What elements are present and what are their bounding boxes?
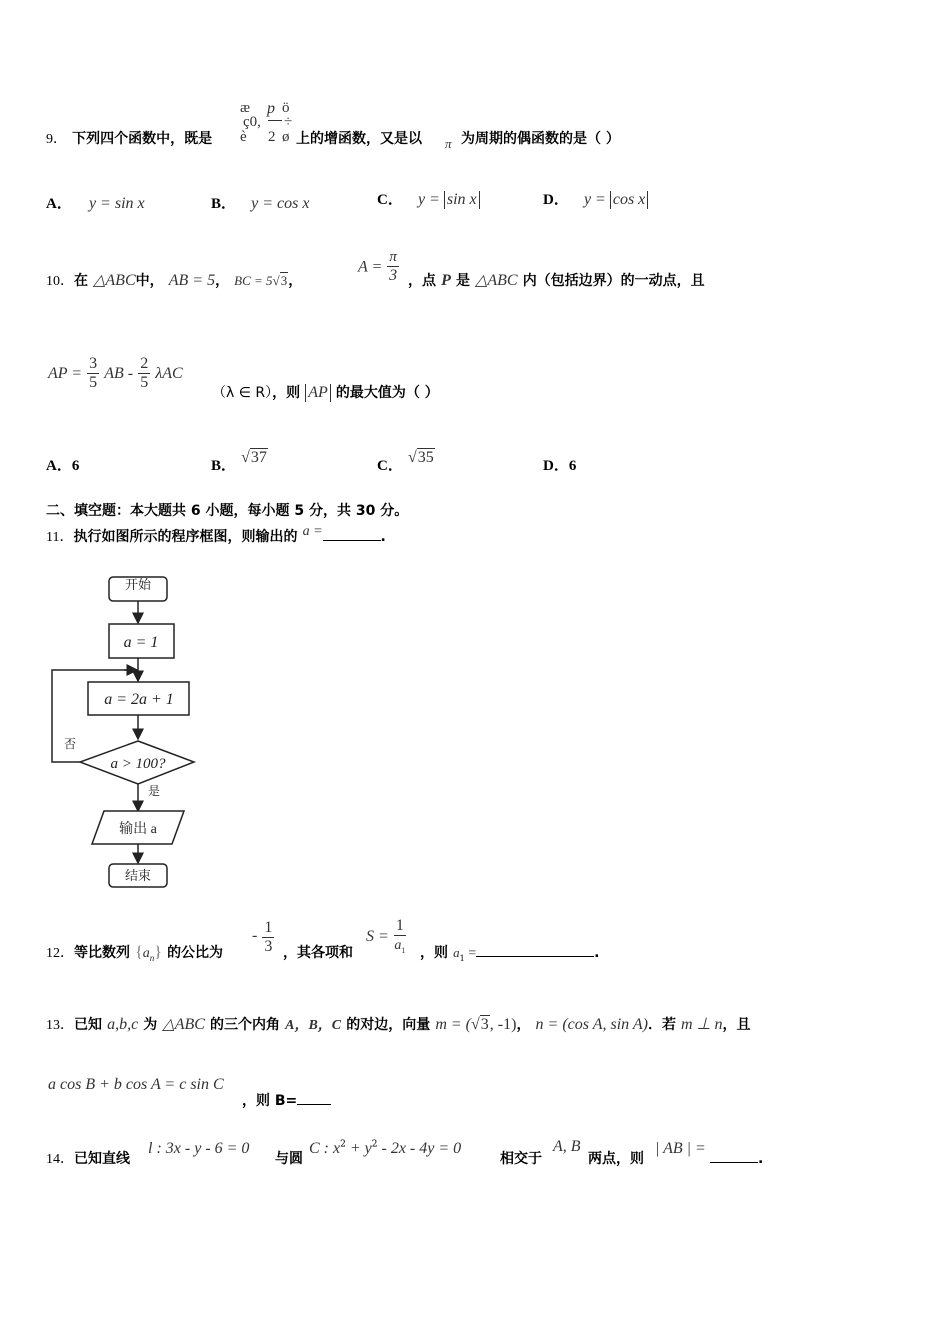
q9-int-mid: ç0,	[243, 114, 261, 130]
q10-angle	[358, 250, 399, 284]
q13-text: ，则 B=	[242, 1093, 298, 1109]
q13-angles: A，B，C	[285, 1018, 342, 1033]
q9-int-o2: ø	[282, 129, 290, 145]
q13-equation: a cos B + b cos A = c sin C	[48, 1076, 224, 1093]
frac-den: 3	[264, 938, 273, 955]
flow-start: 开始	[124, 577, 152, 592]
q13-text: ，且	[722, 1017, 751, 1033]
q13-text: 为	[143, 1017, 158, 1033]
q9-int-div: ÷	[284, 114, 293, 130]
q13-perp: m ⊥ n	[681, 1016, 723, 1033]
flow-output: 输出 a	[119, 822, 157, 837]
option-label: D．	[543, 458, 569, 474]
q14-text: 相交于	[500, 1151, 542, 1167]
q12-text: 的公比为	[167, 945, 224, 961]
q12-stem-b	[283, 942, 353, 962]
q13-number: 13．	[46, 1018, 74, 1033]
q14-stem-b	[275, 1148, 303, 1168]
q13-m-rad: 3	[480, 1016, 489, 1033]
q13-triangle: △ABC	[162, 1016, 205, 1033]
q10-option-c[interactable]: C． √35	[377, 449, 434, 474]
q12-seq-sub: n	[149, 953, 155, 964]
q14-number: 14．	[46, 1152, 74, 1167]
option-value: 6	[71, 458, 80, 474]
q14-text: 两点，则	[588, 1151, 644, 1167]
q9-stem	[46, 128, 212, 148]
q10-text: ，	[288, 273, 303, 289]
q10-frac1	[87, 356, 99, 391]
q12-ratio	[252, 920, 274, 955]
option-label: B．	[211, 196, 237, 212]
q12-stem: 12．等比数列 $\{a_n\}$ 的公比为	[46, 944, 224, 964]
option-rad: 35	[417, 449, 434, 466]
q10-triangle: △ABC	[93, 272, 136, 289]
option-label: D．	[543, 192, 569, 208]
q11-text: 执行如图所示的程序框图，则输出的	[73, 529, 298, 545]
q10-text: 中，	[135, 273, 164, 289]
q10-number: 10．	[46, 274, 74, 289]
q13-text: ．若	[647, 1017, 676, 1033]
option-label: A．	[46, 196, 72, 212]
flow-yes-label: 是	[148, 784, 161, 798]
q10-text: 在	[74, 273, 88, 289]
q12-ask	[420, 942, 599, 963]
q13-abc: a,b,c	[107, 1016, 139, 1033]
flow-cond: a > 100?	[110, 756, 166, 772]
frac-num: 1	[395, 917, 404, 934]
q13-ask	[242, 1090, 331, 1110]
option-expr: y = sin x	[88, 195, 145, 212]
q9-option-d[interactable]	[543, 188, 648, 209]
q10-option-d[interactable]	[543, 454, 576, 475]
option-expr: y =	[583, 191, 610, 208]
option-expr: y =	[417, 191, 444, 208]
q14-line	[148, 1138, 249, 1158]
q12-number: 12．	[46, 946, 74, 961]
q10-frac2	[138, 356, 150, 391]
frac-den-sub: 1	[401, 946, 406, 956]
option-label: B．	[211, 458, 237, 474]
q10-cond: （λ ∈ R）	[212, 385, 273, 401]
q9-text-a: 下列四个函数中，既是	[72, 131, 213, 147]
option-label: A．	[46, 458, 72, 474]
q12-ans-eq: =	[464, 946, 477, 961]
q9-text-c: 为周期的偶函数的是（ ）	[461, 131, 620, 147]
q14-points: A, B	[553, 1138, 581, 1155]
q9-option-b[interactable]	[211, 192, 309, 213]
q9-option-a[interactable]	[46, 192, 145, 213]
option-abs: cos x	[610, 191, 648, 209]
q14-text: 已知直线	[74, 1151, 130, 1167]
q9-text-b: 上的增函数，又是以	[296, 131, 422, 147]
q12-text: ，则	[420, 945, 448, 961]
q13-text: ，	[516, 1017, 531, 1033]
q9-int-e: è	[240, 129, 247, 145]
option-expr: y = cos x	[251, 195, 310, 212]
option-label: C．	[377, 458, 403, 474]
frac-den: 5	[89, 374, 98, 391]
q13-m-vec: m = (	[435, 1016, 471, 1033]
q13-stem: 13．已知 a,b,c 为 △ABC 的三个内角 A，B，C 的对边，向量 m = (√3, -1)， n = (cos A, sin A)．若 m ⊥ n，且	[46, 1016, 751, 1033]
frac-den: 5	[140, 374, 149, 391]
option-rad: 37	[250, 449, 267, 466]
q12-text: 等比数列	[74, 945, 130, 961]
q13-m-vec-post: , -1)	[489, 1016, 517, 1033]
q12-ans-sub: 1	[459, 954, 465, 964]
q9-int-two: 2	[268, 129, 276, 145]
option-value: 6	[568, 458, 577, 474]
q10-ap-abs: AP	[305, 384, 331, 402]
q9-stem-c	[461, 128, 620, 148]
section-title: 二、填空题：本大题共 6 小题，每小题 5 分，共 30 分。	[46, 503, 409, 519]
q10-bc: BC = 5	[234, 273, 273, 288]
flow-init: a = 1	[123, 634, 159, 651]
frac-num: π	[389, 249, 397, 265]
q12-text: ，其各项和	[283, 945, 353, 961]
q14-ab	[655, 1138, 706, 1158]
q14-sup: 2	[371, 1139, 378, 1150]
q10-text: 的最大值为（ ）	[335, 385, 439, 401]
q14-answer-blank[interactable]	[710, 1148, 758, 1163]
q10-lambda: λAC	[155, 365, 183, 382]
q10-text: ，则	[272, 385, 301, 401]
frac-den: a	[394, 938, 402, 953]
frac-num: 2	[140, 355, 149, 372]
q9-int-p: p	[267, 100, 275, 117]
q11-a-eq: a =	[302, 524, 323, 539]
q14-circle-eq: C : x	[309, 1140, 341, 1157]
q10-ap: AP =	[48, 365, 83, 382]
q12-answer-blank[interactable]	[476, 942, 594, 957]
q10-text: 是	[455, 273, 470, 289]
q9-stem-b	[296, 128, 422, 148]
flow-update: a = 2a + 1	[104, 691, 174, 708]
q10-text: 内（包括边界）的一动点，且	[522, 273, 705, 289]
q13-eq2	[48, 1074, 224, 1094]
q9-interval	[240, 100, 300, 152]
q10-bc-rad: 3	[280, 273, 288, 288]
q12-s-frac	[394, 918, 406, 955]
q12-seq: a	[142, 946, 150, 961]
q12-ratio-frac	[262, 920, 274, 955]
q14-sup: 2	[340, 1139, 346, 1150]
q9-pi: π	[445, 136, 452, 151]
q14-ask	[588, 1148, 644, 1168]
q11-stem	[46, 526, 386, 546]
q10-p: P	[441, 272, 451, 289]
flow-end: 结束	[124, 868, 152, 883]
q12-minus: -	[252, 927, 258, 944]
q10-a-eq: A =	[358, 258, 383, 276]
q14-text: 与圆	[275, 1151, 303, 1167]
q10-text: ，点	[408, 273, 436, 289]
q11-period: .	[380, 529, 386, 545]
flow-no-label: 否	[64, 737, 77, 751]
q10-stem-b	[408, 270, 705, 290]
q10-text: ，	[215, 273, 230, 289]
q9-number: 9．	[46, 132, 67, 147]
q12-period: .	[594, 945, 600, 961]
q14-period: .	[758, 1151, 764, 1167]
q14-line-eq: l : 3x - y - 6 = 0	[148, 1140, 250, 1157]
q10-option-b[interactable]: B． √37	[211, 449, 267, 474]
option-abs: sin x	[444, 191, 480, 209]
flowchart	[44, 570, 204, 895]
q14-stem-c	[500, 1148, 542, 1168]
q12-sum	[366, 918, 406, 955]
q10-a-frac	[387, 250, 399, 284]
q12-s-eq: S =	[366, 928, 389, 946]
frac-num: 3	[89, 355, 98, 372]
q13-text: 的对边，向量	[346, 1017, 431, 1033]
q13-answer-blank[interactable]	[297, 1090, 331, 1105]
q9-int-o: ö	[282, 100, 290, 116]
option-label: C．	[377, 192, 403, 208]
q13-text: 的三个内角	[210, 1017, 281, 1033]
q13-text: 已知	[74, 1017, 102, 1033]
q9-int-ae: æ	[240, 100, 251, 116]
q10-stem: 10．在 △ABC中， AB = 5， BC = 5√3，	[46, 272, 303, 289]
q14-ab-abs: | AB | =	[655, 1140, 706, 1157]
q11-number: 11．	[46, 530, 74, 545]
q10-vector-eq	[48, 356, 183, 391]
q14-circle-post: - 2x - 4y = 0	[377, 1140, 462, 1157]
q14-circle	[309, 1138, 461, 1158]
q14-answer	[710, 1148, 763, 1167]
frac-den: 3	[389, 267, 398, 284]
q10-option-a[interactable]	[46, 454, 79, 475]
q9-option-c[interactable]	[377, 188, 480, 209]
q14-stem	[46, 1148, 130, 1168]
q11-answer-blank[interactable]	[323, 526, 381, 541]
q10-triangle: △ABC	[475, 272, 518, 289]
q10-ask	[212, 382, 439, 402]
q14-circle-mid: + y	[345, 1140, 372, 1157]
q10-ab: AB = 5	[168, 272, 216, 289]
q10-ab-vec: AB -	[104, 365, 134, 382]
q13-n-vec: n = (cos A, sin A)	[535, 1016, 648, 1033]
q12-ans-var: a	[453, 945, 460, 960]
frac-num: 1	[264, 919, 273, 936]
